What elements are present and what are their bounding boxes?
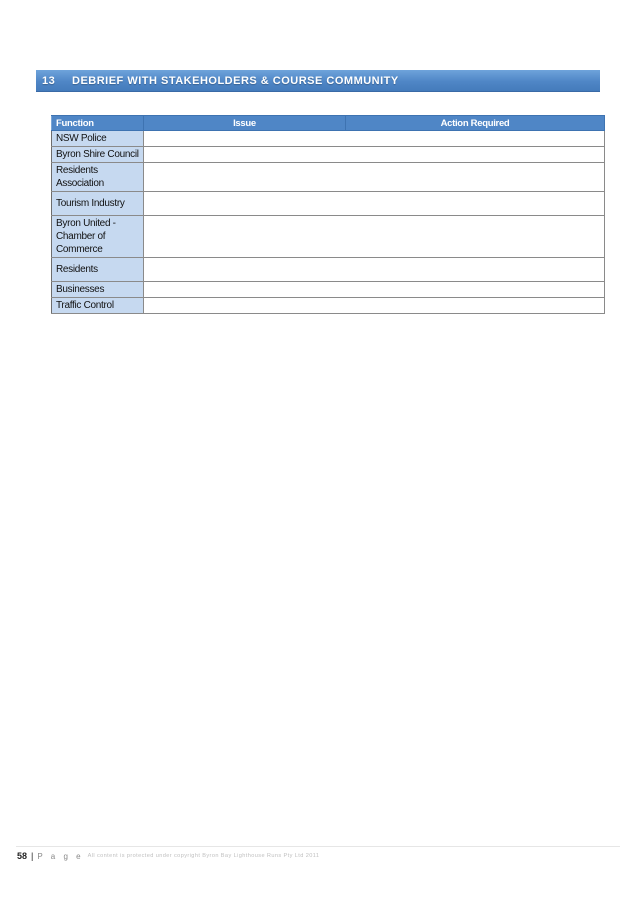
page-number: 58 [17, 851, 28, 861]
table-row [52, 216, 605, 258]
issue-action-cell[interactable] [144, 282, 605, 298]
section-heading [36, 70, 600, 92]
function-cell: Traffic Control [52, 298, 144, 314]
table-row [52, 282, 605, 298]
function-cell: Byron Shire Council [52, 147, 144, 163]
function-cell: NSW Police [52, 131, 144, 147]
section-number: 13 [42, 74, 56, 87]
table-row [52, 131, 605, 147]
table-row [52, 147, 605, 163]
footer-divider [16, 846, 620, 847]
table-row [52, 258, 605, 282]
table-row [52, 163, 605, 192]
issue-action-cell[interactable] [144, 147, 605, 163]
table-row [52, 298, 605, 314]
stakeholder-debrief-table [51, 115, 605, 314]
function-cell: Residents Association [52, 163, 144, 192]
section-title: DEBRIEF WITH STAKEHOLDERS & COURSE COMMUNITY [72, 74, 399, 87]
function-cell: Tourism Industry [52, 192, 144, 216]
copyright-notice: All content is protected under copyright Byron Bay Lighthouse Runs Pty Ltd 2011 [87, 853, 320, 859]
header-function: Function [52, 116, 144, 131]
footer-separator: | [31, 851, 34, 861]
table-row [52, 192, 605, 216]
function-cell: Byron United - Chamber of Commerce [52, 216, 144, 258]
page-word: P a g e [37, 851, 84, 861]
header-issue: Issue [144, 116, 346, 131]
issue-action-cell[interactable] [144, 192, 605, 216]
function-cell: Residents [52, 258, 144, 282]
issue-action-cell[interactable] [144, 216, 605, 258]
header-action-required: Action Required [346, 116, 605, 131]
page-footer [17, 849, 319, 863]
issue-action-cell[interactable] [144, 298, 605, 314]
issue-action-cell[interactable] [144, 131, 605, 147]
function-cell: Businesses [52, 282, 144, 298]
table-header-row [52, 116, 605, 131]
issue-action-cell[interactable] [144, 163, 605, 192]
issue-action-cell[interactable] [144, 258, 605, 282]
